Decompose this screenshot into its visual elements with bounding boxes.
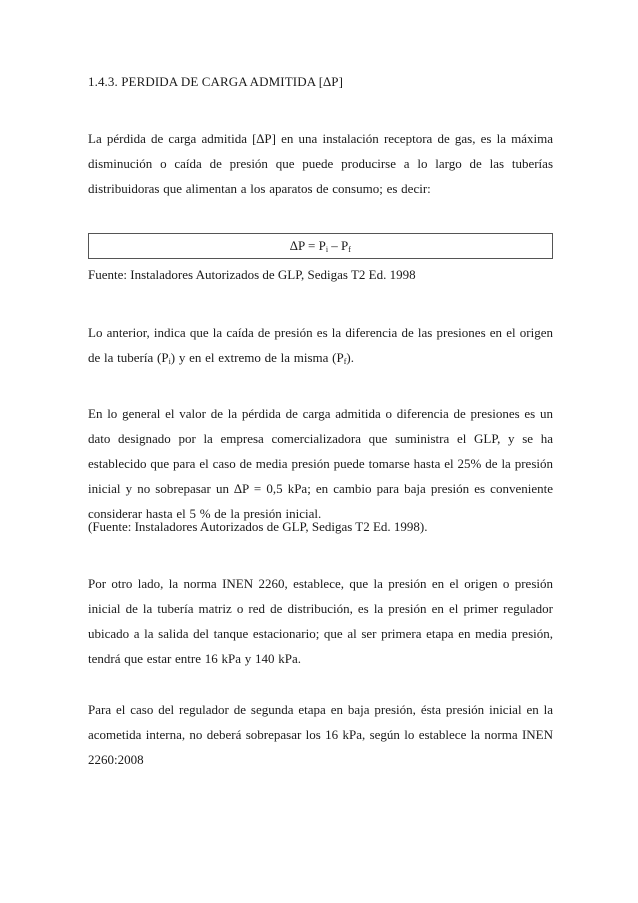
paragraph-norm: Por otro lado, la norma INEN 2260, establece, que la presión en el origen o presión inicial de la tubería matriz o red de distribución, es la presión en el primer regulador ubicado a la salida del tanque estacionario; que al ser primera etapa en media presión, tendrá que estar entre 16 kPa y 140 kPa. — [88, 576, 553, 666]
section-heading: 1.4.3. PERDIDA DE CARGA ADMITIDA [∆P] — [88, 74, 344, 89]
paragraph-explanation — [88, 320, 553, 370]
paragraph-general: En lo general el valor de la pérdida de carga admitida o diferencia de presiones es un dato designado por la empresa comercializadora que suministra el GLP, y se ha establecido que para el caso de media presión puede tomarse hasta el 25% de la presión inicial y no sobrepasar un ∆P = 0,5 kPa; en cambio para baja presión es conveniente considerar hasta el 5 % de la presión inicial. — [88, 406, 553, 521]
explanation-sub-i: i — [168, 357, 171, 366]
explanation-text-a: Lo anterior, indica que la caída de presión es la diferencia de las presiones en el origen de la tubería (P — [88, 325, 553, 365]
formula-lhs: ∆P = P — [290, 238, 326, 253]
explanation-text-b: ) y en el extremo de la misma (P — [170, 350, 344, 365]
paragraph-second-stage: Para el caso del regulador de segunda etapa en baja presión, ésta presión inicial en la acometida interna, no deberá sobrepasar los 16 kPa, según lo establece la norma INEN 2260:2008 — [88, 702, 553, 767]
source-citation-2: (Fuente: Instaladores Autorizados de GLP, Sedigas T2 Ed. 1998). — [88, 519, 428, 534]
formula-minus: – P — [328, 238, 349, 253]
formula-sub-final: f — [348, 245, 351, 254]
explanation-text-c: ). — [346, 350, 355, 365]
source-citation-1: Fuente: Instaladores Autorizados de GLP, Sedigas T2 Ed. 1998 — [88, 267, 416, 282]
formula-sub-initial: i — [325, 245, 329, 254]
explanation-sub-f: f — [343, 357, 347, 366]
paragraph-intro: La pérdida de carga admitida [∆P] en una instalación receptora de gas, es la máxima disminución o caída de presión que puede producirse a lo largo de las tuberías distribuidoras que alimentan a los aparatos de consumo; es decir: — [88, 131, 553, 196]
formula-box — [88, 233, 553, 259]
